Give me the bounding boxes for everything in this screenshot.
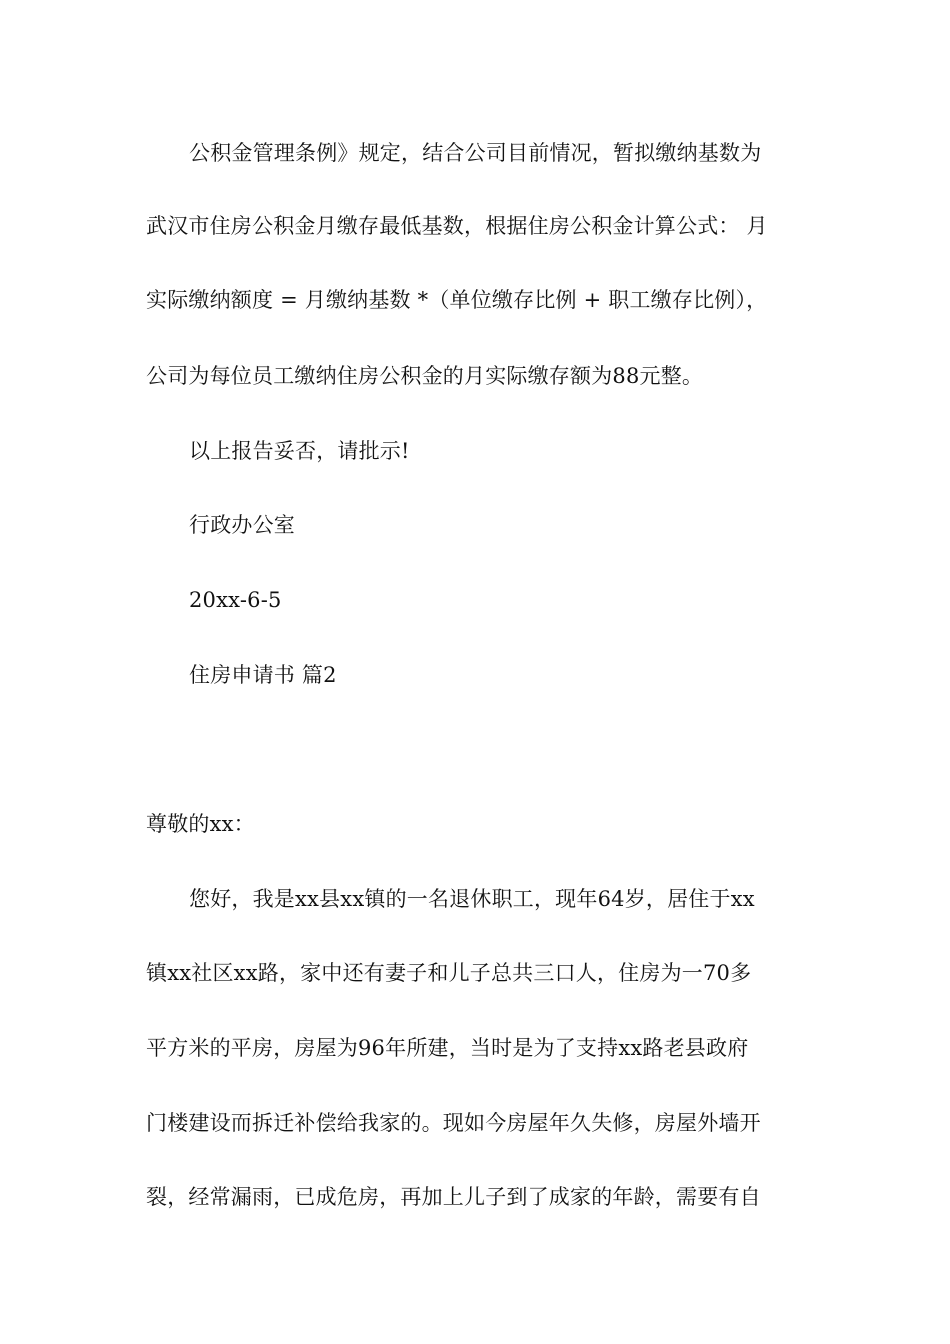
- salutation: 尊敬的xx：: [146, 812, 255, 836]
- paragraph-line: 您好，我是xx县xx镇的一名退休职工，现年64岁，居住于xx: [189, 887, 755, 911]
- signature-department: 行政办公室: [189, 513, 295, 537]
- paragraph-line: 门楼建设而拆迁补偿给我家的。现如今房屋年久失修，房屋外墙开: [146, 1111, 761, 1135]
- closing-request: 以上报告妥否，请批示!: [189, 439, 410, 463]
- paragraph-line: 公司为每位员工缴纳住房公积金的月实际缴存额为88元整。: [146, 364, 704, 388]
- paragraph-line: 武汉市住房公积金月缴存最低基数，根据住房公积金计算公式： 月: [146, 214, 768, 238]
- paragraph-line: 实际缴纳额度 = 月缴纳基数 *（单位缴存比例 + 职工缴存比例），: [146, 288, 768, 312]
- signature-date: 20xx-6-5: [189, 588, 282, 612]
- paragraph-line: 镇xx社区xx路，家中还有妻子和儿子总共三口人，住房为一70多: [146, 961, 752, 985]
- paragraph-line: 裂，经常漏雨，已成危房，再加上儿子到了成家的年龄，需要有自: [146, 1185, 761, 1209]
- paragraph-line: 公积金管理条例》规定，结合公司目前情况，暂拟缴纳基数为: [189, 141, 762, 165]
- section-heading: 住房申请书 篇2: [189, 663, 337, 687]
- paragraph-line: 平方米的平房，房屋为96年所建，当时是为了支持xx路老县政府: [146, 1036, 749, 1060]
